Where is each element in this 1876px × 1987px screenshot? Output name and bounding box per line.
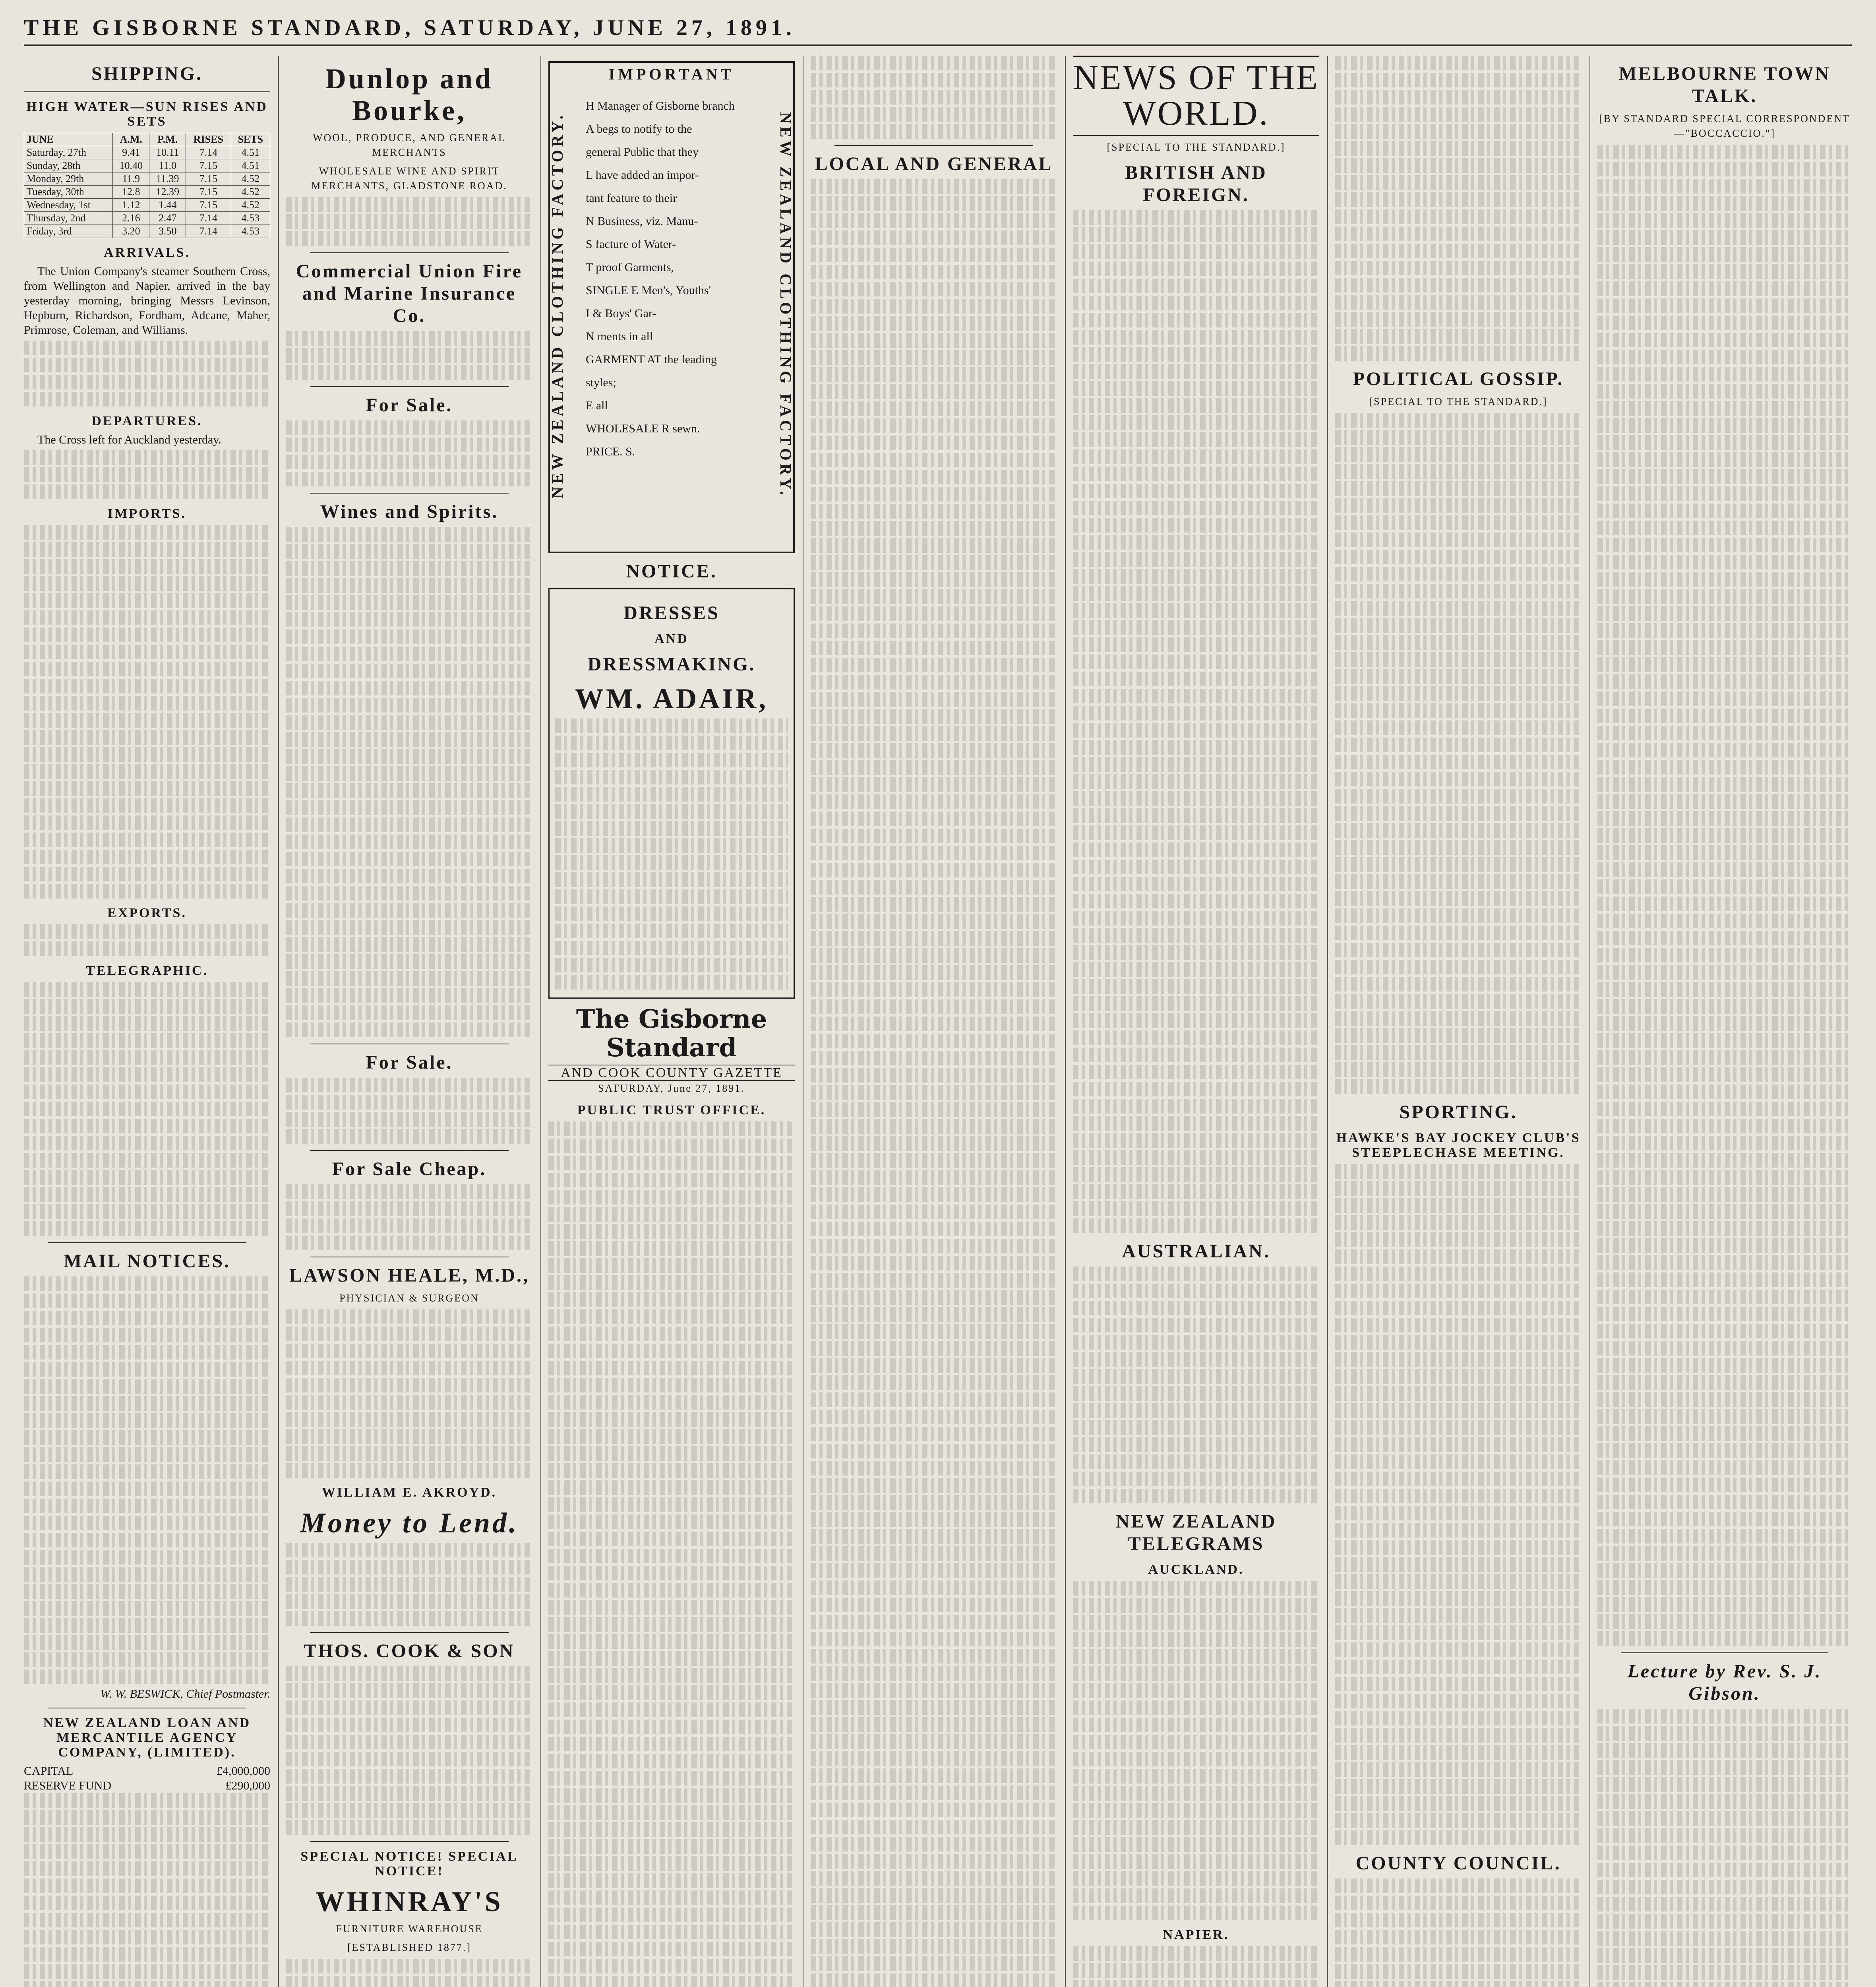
sporting-heading: SPORTING.	[1399, 1102, 1518, 1123]
body-text-block	[286, 331, 532, 380]
commercial-heading: Commercial Union Fire and Marine Insurance Co.	[296, 261, 523, 326]
lawson-heading: LAWSON HEALE, M.D.,	[289, 1265, 530, 1286]
body-text-block	[548, 1121, 795, 1987]
body-text-block	[24, 525, 270, 899]
australian-heading: AUSTRALIAN.	[1122, 1241, 1270, 1262]
paper-name: The Gisborne Standard	[576, 1004, 767, 1063]
body-text-block	[286, 1959, 532, 1987]
exports-heading: EXPORTS.	[107, 906, 187, 920]
tide-heading: HIGH WATER—SUN RISES AND SETS	[26, 99, 268, 129]
money-heading: Money to Lend.	[300, 1507, 519, 1539]
body-text-block	[1073, 1581, 1319, 1920]
melbourne-heading: MELBOURNE TOWN TALK.	[1619, 63, 1831, 107]
side-label-left: NEW ZEALAND CLOTHING FACTORY.	[548, 112, 566, 498]
lecture-heading: Lecture by Rev. S. J. Gibson.	[1627, 1661, 1822, 1704]
adair-heading: WM. ADAIR,	[575, 683, 768, 715]
dunlop-subheading-2: WHOLESALE WINE AND SPIRIT MERCHANTS, GLADSTONE ROAD.	[311, 165, 507, 192]
side-label-right: NEW ZEALAND CLOTHING FACTORY.	[777, 112, 795, 498]
paper-subtitle: AND COOK COUNTY GAZETTE	[548, 1065, 795, 1081]
whinray-heading: WHINRAY'S	[316, 1886, 503, 1917]
paper-masthead	[548, 1005, 795, 1096]
body-text-block	[24, 982, 270, 1236]
special-notice: SPECIAL NOTICE! SPECIAL NOTICE!	[300, 1849, 518, 1879]
body-text-block	[286, 197, 532, 246]
body-text-block	[24, 924, 270, 956]
body-text-block	[286, 1184, 532, 1250]
masthead-title: THE GISBORNE STANDARD, SATURDAY, JUNE 27, 1891.	[24, 15, 796, 40]
tide-table	[24, 133, 270, 238]
masthead	[24, 12, 1852, 46]
mail-heading: MAIL NOTICES.	[63, 1251, 231, 1272]
tide-col-am: A.M.	[113, 133, 149, 146]
hawkes-heading: HAWKE'S BAY JOCKEY CLUB'S STEEPLECHASE MEETING.	[1336, 1131, 1581, 1160]
body-text-block	[286, 1309, 532, 1478]
adair-advert: DRESSES AND DRESSMAKING. WM. ADAIR,	[548, 588, 795, 999]
county-heading: COUNTY COUNCIL.	[1355, 1853, 1561, 1874]
body-text-block	[1335, 1164, 1582, 1845]
body-text-block	[24, 341, 270, 407]
tide-col-rises: RISES	[186, 133, 231, 146]
body-text-block	[1073, 210, 1319, 1233]
lawson-subheading: PHYSICIAN & SURGEON	[339, 1292, 479, 1304]
imports-heading: IMPORTS.	[108, 506, 186, 521]
column-5	[1073, 56, 1319, 1987]
body-text-block	[24, 1793, 270, 1987]
mail-signature: W. W. BESWICK, Chief Postmaster.	[100, 1687, 270, 1700]
body-text-block	[1335, 413, 1582, 1094]
clothing-factory-advert	[548, 61, 795, 553]
body-text-block	[811, 56, 1057, 139]
whinray-subheading: FURNITURE WAREHOUSE	[336, 1923, 483, 1935]
table-row: Sunday, 28th 10.40 11.0 7.15 4.51	[24, 159, 270, 172]
british-heading: BRITISH AND FOREIGN.	[1125, 162, 1267, 205]
body-text-block	[1073, 1267, 1319, 1503]
notice-heading: NOTICE.	[626, 561, 717, 582]
body-text-block	[286, 1666, 532, 1835]
local-heading: LOCAL AND GENERAL	[815, 153, 1053, 174]
forsale-heading: For Sale.	[366, 395, 453, 416]
column-2	[286, 56, 532, 1987]
body-text-block	[1597, 145, 1852, 1646]
body-text-block	[24, 450, 270, 499]
body-text-block	[1335, 56, 1582, 361]
trust-heading: PUBLIC TRUST OFFICE.	[577, 1103, 766, 1117]
important-heading: IMPORTANT	[608, 65, 735, 83]
whinray-established: [ESTABLISHED 1877.]	[347, 1942, 471, 1953]
political-subheading: [SPECIAL TO THE STANDARD.]	[1369, 396, 1548, 407]
telegraphic-heading: TELEGRAPHIC.	[86, 963, 208, 978]
body-text-block	[1597, 1709, 1852, 1987]
auckland-heading: AUCKLAND.	[1148, 1562, 1244, 1577]
nz-loan-heading: NEW ZEALAND LOAN AND MERCANTILE AGENCY COMPANY, (LIMITED).	[43, 1716, 251, 1760]
melbourne-subheading: [BY STANDARD SPECIAL CORRESPONDENT—"BOCCACCIO."]	[1599, 113, 1850, 139]
arrivals-heading: ARRIVALS.	[104, 245, 190, 260]
wines-heading: Wines and Spirits.	[320, 501, 499, 522]
advert-lines: H Manager of Gisborne branch A begs to notify to the general Public that they L have added an impor- tant feature to their N Business, viz. Manu- S facture of Water- T proof Garments, SINGLE E Men's, Youths' I & Boys' Gar- N ments in all GARMENT AT the leading styles; E all WHOLESALE R sewn. PRICE. S.	[586, 99, 735, 458]
column-3	[548, 56, 795, 1987]
table-row: Tuesday, 30th 12.8 12.39 7.15 4.52	[24, 186, 270, 199]
column-4	[811, 56, 1057, 1987]
column-7	[1597, 56, 1852, 1987]
forsale2-heading: For Sale.	[366, 1052, 453, 1073]
body-text-block	[24, 1276, 270, 1684]
tide-col-pm: P.M.	[149, 133, 186, 146]
body-text-block	[286, 1078, 532, 1144]
akroyd-name: WILLIAM E. AKROYD.	[321, 1485, 497, 1500]
capital-row: CAPITAL £4,000,000	[24, 1764, 270, 1778]
paper-date: SATURDAY, June 27, 1891.	[598, 1083, 745, 1094]
tide-col-sets: SETS	[231, 133, 270, 146]
body-text-block	[555, 718, 788, 990]
shipping-heading: SHIPPING.	[91, 63, 203, 84]
dunlop-subheading: WOOL, PRODUCE, AND GENERAL MERCHANTS	[312, 132, 506, 158]
arrivals-text: The Union Company's steamer Southern Cross, from Wellington and Napier, arrived in the bay yesterday morning, bringing Messrs Levinson, Hepburn, Richardson, Fordham, Adcane, Maher, Primrose, Coleman, and Williams.	[24, 265, 270, 337]
table-row: Saturday, 27th 9.41 10.11 7.14 4.51	[24, 146, 270, 159]
nz-telegrams-heading: NEW ZEALAND TELEGRAMS	[1115, 1511, 1277, 1554]
napier-heading: NAPIER.	[1163, 1927, 1229, 1942]
table-row: Thursday, 2nd 2.16 2.47 7.14 4.53	[24, 212, 270, 225]
body-text-block	[1073, 1946, 1319, 1987]
body-text-block	[811, 179, 1057, 1987]
body-text-block	[286, 1543, 532, 1626]
table-row: Friday, 3rd 3.20 3.50 7.14 4.53	[24, 225, 270, 238]
departures-heading: DEPARTURES.	[91, 414, 203, 428]
news-subheading: [SPECIAL TO THE STANDARD.]	[1107, 141, 1286, 153]
body-text-block	[286, 527, 532, 1037]
reserve-row: RESERVE FUND £290,000	[24, 1779, 270, 1792]
forsale-cheap-heading: For Sale Cheap.	[332, 1158, 487, 1179]
table-row: Monday, 29th 11.9 11.39 7.15 4.52	[24, 172, 270, 186]
tide-header-row	[24, 133, 270, 146]
table-row: Wednesday, 1st 1.12 1.44 7.15 4.52	[24, 199, 270, 212]
tide-col-june: JUNE	[24, 133, 113, 146]
news-heading: NEWS OF THE WORLD.	[1073, 56, 1319, 136]
body-text-block	[286, 420, 532, 486]
column-6	[1335, 56, 1582, 1987]
body-text-block	[1335, 1879, 1582, 1987]
dunlop-heading: Dunlop and Bourke,	[325, 63, 494, 126]
column-1	[24, 56, 270, 1987]
cook-heading: THOS. COOK & SON	[304, 1640, 515, 1662]
departures-text: The Cross left for Auckland yesterday.	[37, 433, 221, 446]
political-heading: POLITICAL GOSSIP.	[1353, 368, 1564, 389]
